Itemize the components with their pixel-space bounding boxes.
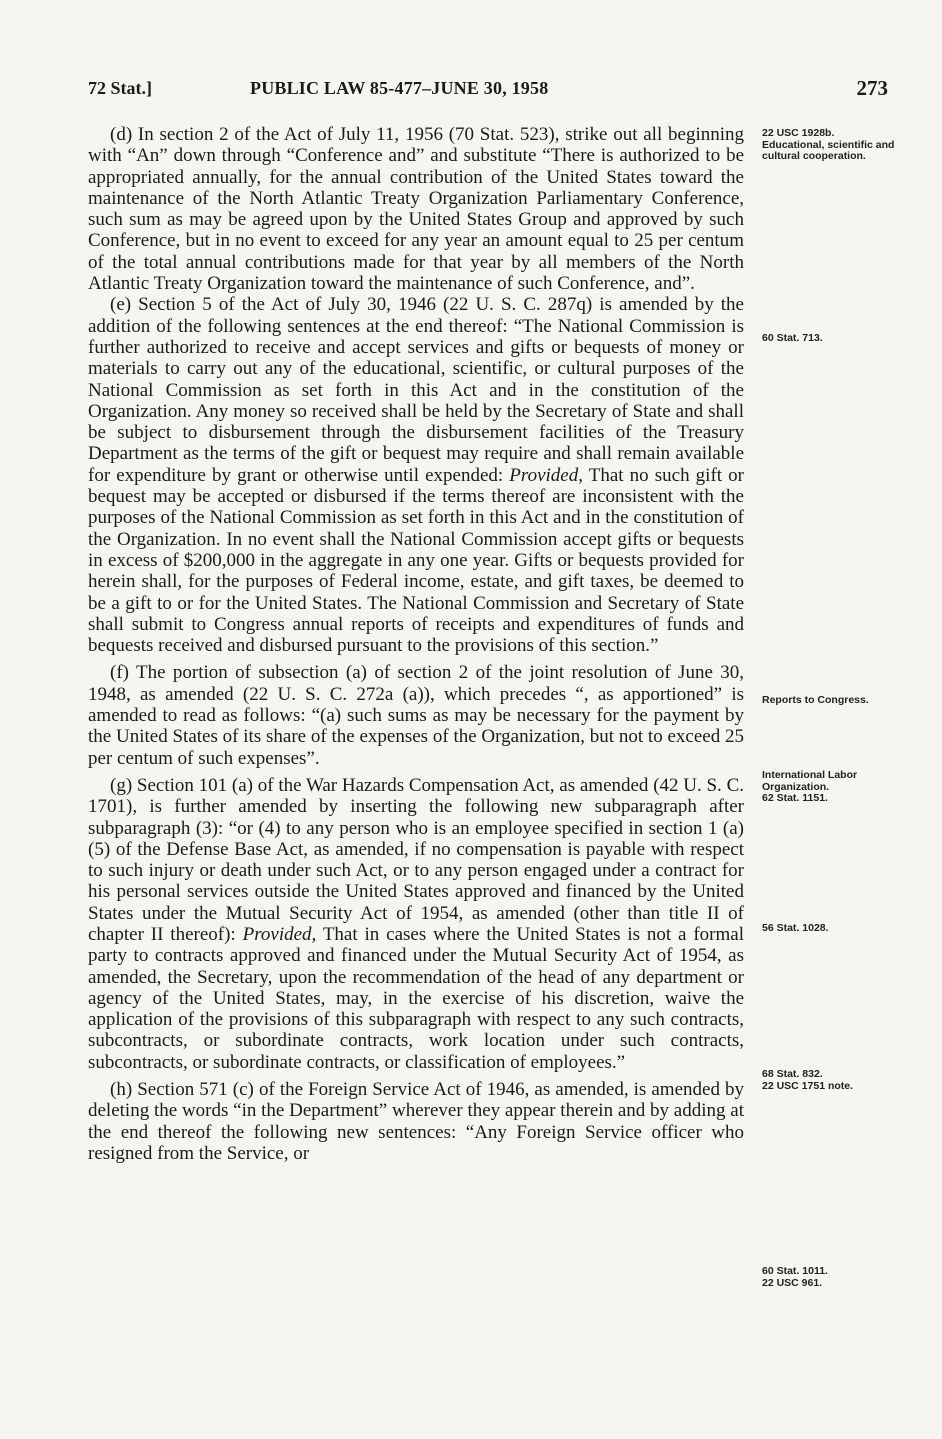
paragraph-e-text-1: (e) Section 5 of the Act of July 30, 1946 (22 U. S. C. 287q) is amended by the addition of the following sentences at the end thereof: “The National Commission is further authorized to receive and accept services and gifts or bequests of money or materials to carry out any of the educational, scientific, or cultural purposes of the National Commission as set forth in this Act and in the constitution of the Organization. Any money so received shall be held by the Secretary of State and shall be subject to disbursement through the disbursement facilities of the Treasury Department as the terms of the gift or bequest may require and shall remain available for expenditure by grant or otherwise until expended: — [88, 294, 744, 486]
margin-note-citation-2: 22 USC 1751 note. — [762, 1079, 854, 1092]
page-number: 273 — [856, 76, 888, 100]
paragraph-g-text-2: That in cases where the United States is not a formal party to contracts approved and financed under the Mutual Security Act of 1954, as amended, the Secretary, upon the recommendation of the head of any department or agency of the United States, may, in the exercise of his discretion, waive the application of the provisions of this subparagraph with respect to any such contracts, subcontracts, or subordinate contracts, work location under such contracts, subcontracts, or subordinate contracts, or classification of employees.” — [88, 923, 744, 1073]
page-header — [88, 78, 888, 104]
volume-reference: 72 Stat.] — [88, 78, 152, 98]
margin-note-topic: International Labor Organization. — [762, 769, 858, 793]
margin-note-citation: 62 Stat. 1151. — [762, 792, 828, 804]
margin-note-citation: 60 Stat. 1011. — [762, 1265, 828, 1277]
margin-note-reports-to-congress: Reports to Congress. — [762, 694, 869, 706]
paragraph-e — [88, 294, 744, 656]
paragraph-e-proviso: Provided, — [509, 464, 583, 486]
paragraph-g — [88, 775, 744, 1073]
body-text — [88, 124, 744, 1164]
paragraph-f: (f) The portion of subsection (a) of section 2 of the joint resolution of June 30, 1948, as amended (22 U. S. C. 272a (a)), which precedes “, as apportioned” is amended to read as follows: “(a) such sums as may be necessary for the payment by the United States of its share of the expenses of the Organization, but not to exceed 25 per centum of such expenses”. — [88, 662, 744, 769]
margin-note-60-stat-1011 — [762, 1266, 897, 1289]
margin-note-topic: Educational, scientific and cultural cooperation. — [762, 138, 895, 162]
margin-note-ilo — [762, 770, 897, 805]
paragraph-e-text-2: That no such gift or bequest may be accepted or disbursed if the terms thereof are inconsistent with the purposes of the National Commission as set forth in this Act and in the constitution of the Organization. In no event shall the National Commission accept gifts or bequests in excess of $200,000 in the aggregate in any one year. Gifts or bequests provided for herein shall, for the purposes of Federal income, estate, and gift taxes, be deemed to be a gift to or for the United States. The National Commission and Secretary of State shall submit to Congress annual reports of receipts and expenditures of funds and bequests received and disbursed pursuant to the provisions of this section.” — [88, 464, 744, 657]
running-title: PUBLIC LAW 85-477–JUNE 30, 1958 — [250, 78, 549, 98]
margin-note-citation: 22 USC 1928b. — [762, 127, 835, 139]
margin-note-56-stat-1028: 56 Stat. 1028. — [762, 922, 829, 934]
margin-note-60-stat-713: 60 Stat. 713. — [762, 332, 823, 344]
paragraph-g-text-1: (g) Section 101 (a) of the War Hazards Compensation Act, as amended (42 U. S. C. 1701), is further amended by inserting the following new subparagraph after subparagraph (3): “or (4) to any person who is an employee specified in section 1 (a) (5) of the Defense Base Act, as amended, if no compensation is payable with respect to such injury or death under such Act, or to any person engaged under a contract for his personal services outside the United States approved and financed by the United States under the Mutual Security Act of 1954, as amended (other than title II of chapter II thereof): — [88, 774, 744, 945]
paragraph-g-proviso: Provided, — [242, 923, 317, 945]
paragraph-d: (d) In section 2 of the Act of July 11, 1956 (70 Stat. 523), strike out all beginning with “An” down through “Conference and” and substitute “There is authorized to be appropriated annually, for the annual contribution of the United States toward the maintenance of the North Atlantic Treaty Organization Parliamentary Conference, such sum as may be agreed upon by the United States Group and approved by such Conference, but in no event to exceed for any year an amount equal to 25 per centum of the total annual contributions made for that year by all members of the North Atlantic Treaty Organization toward the maintenance of such Conference, and”. — [88, 124, 744, 295]
margin-note-22-usc-1928b — [762, 128, 897, 163]
margin-note-citation-2: 22 USC 961. — [762, 1276, 823, 1289]
margin-note-68-stat-832 — [762, 1069, 897, 1092]
margin-note-citation: 68 Stat. 832. — [762, 1068, 823, 1080]
paragraph-h: (h) Section 571 (c) of the Foreign Service Act of 1946, as amended, is amended by deleting the words “in the Department” wherever they appear therein and by adding at the end thereof the following new sentences: “Any Foreign Service officer who resigned from the Service, or — [88, 1079, 744, 1164]
